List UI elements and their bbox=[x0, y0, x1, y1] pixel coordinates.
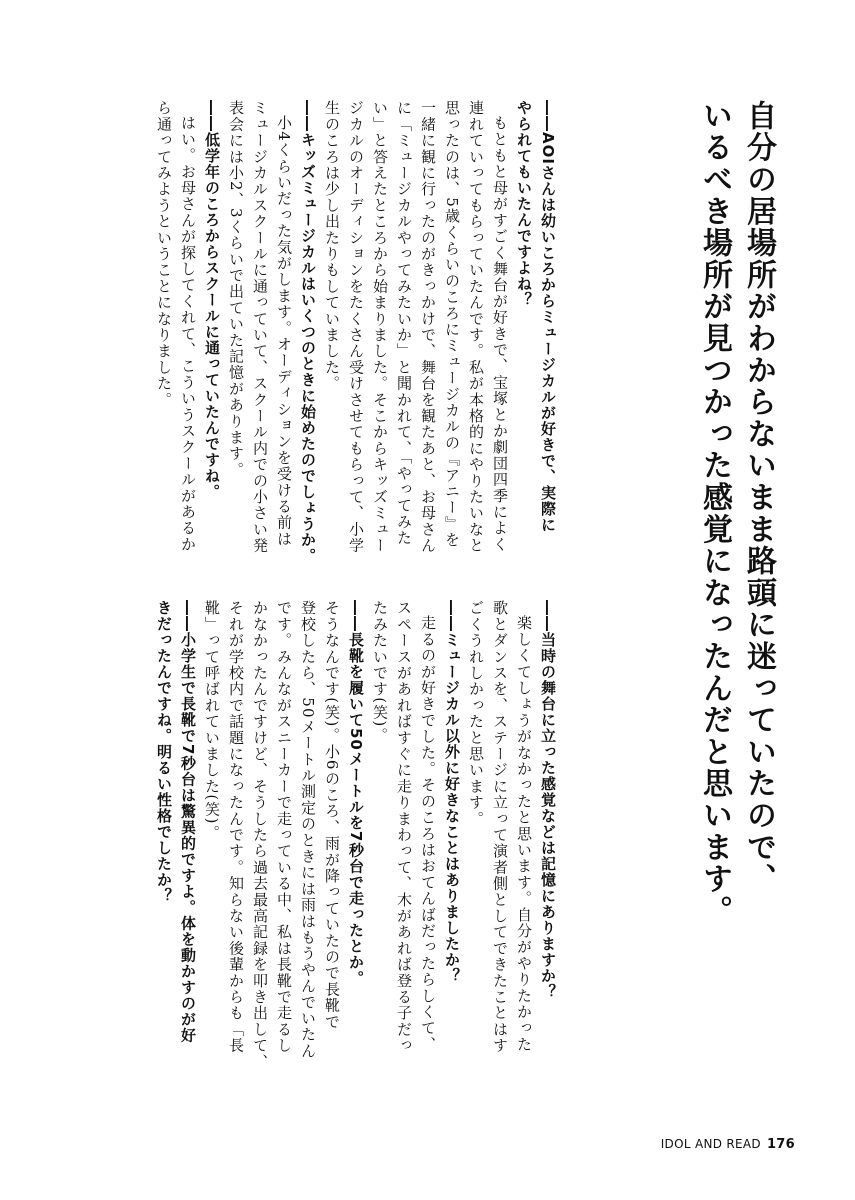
question-7-line-2: きだったんですね。明るい性格でしたか？ bbox=[155, 600, 173, 904]
answer-1-line-6: い」と答えたところから始まりました。そこからキッズミュー bbox=[371, 100, 389, 554]
answer-6-line-3: です。みんながスニーカーで走っている中、私は長靴で走るし bbox=[275, 600, 293, 1054]
headline bbox=[692, 100, 780, 927]
headline-line-2: いるべき場所が見つかった感覚になったんだと思います。 bbox=[697, 100, 732, 927]
question-2: ――キッズミュージカルはいくつのときに始めたのでしょうか。 bbox=[299, 100, 317, 564]
question-7-line-1: ――小学生で長靴で7秒台は驚異的ですよ。体を動かすのが好 bbox=[179, 600, 197, 1044]
question-1-line-2: やられてもいたんですよね？ bbox=[515, 100, 533, 308]
answer-5-line-2: スペースがあればすぐに走りまわって、木があれば登る子だっ bbox=[395, 600, 413, 1054]
answer-1-line-8: 生のころは少し出たりもしていました。 bbox=[323, 100, 341, 392]
answer-6-line-2: 登校したら、50メートル測定のときには雨はもうやんでいたん bbox=[299, 600, 317, 1059]
answer-1-line-1: もともと母がすごく舞台が好きで、宝塚とか劇団四季によく bbox=[491, 115, 509, 553]
answer-6-line-6: 靴」って呼ばれていました(笑)。 bbox=[203, 600, 221, 841]
answer-2-line-2: ミュージカルスクールに通っていて、スクール内での小さい発 bbox=[251, 100, 269, 554]
answer-5-line-1: 走るのが好きでした。そのころはおてんばだったらしくて、 bbox=[419, 615, 437, 1053]
upper-text-block bbox=[152, 100, 560, 564]
question-6: ――長靴を履いて50メートルを7秒台で走ったとか。 bbox=[347, 600, 365, 987]
answer-1-line-7: ジカルのオーディションをたくさん受けさせてもらって、小学 bbox=[347, 100, 365, 554]
page-footer bbox=[661, 1137, 795, 1152]
answer-6-line-1: そうなんです(笑)。小6のころ、雨が降っていたので長靴で bbox=[323, 600, 341, 1030]
answer-2-line-3: 表会には小2、3くらいで出ていた記憶があります。 bbox=[227, 100, 245, 478]
question-4: ――当時の舞台に立った感覚などは記憶にありますか？ bbox=[539, 600, 557, 1000]
answer-3-line-1: はい。お母さんが探してくれて、こういうスクールがあるか bbox=[179, 115, 197, 553]
page-number: 176 bbox=[766, 1137, 795, 1152]
headline-line-1: 自分の居場所がわからないまま路頭に迷っていたので、 bbox=[741, 100, 776, 895]
question-1-line-1: ――AOIさんは幼いころからミュージカルが好きで、実際に bbox=[539, 100, 557, 533]
answer-1-line-3: 思ったのは、5歳くらいのころにミュージカルの『アニー』を bbox=[443, 100, 461, 549]
question-3: ――低学年のころからスクールに通っていたんですね。 bbox=[203, 100, 221, 500]
answer-3-line-2: ら通ってみようということになりました。 bbox=[155, 100, 173, 408]
lower-text-block bbox=[152, 600, 560, 1070]
magazine-name: IDOL AND READ bbox=[660, 1137, 761, 1151]
question-5: ――ミュージカル以外に好きなことはありましたか？ bbox=[443, 600, 461, 984]
answer-2-line-1: 小4くらいだった気がします。オーディションを受ける前は bbox=[275, 115, 293, 547]
answer-1-line-5: に「ミュージカルやってみたいか」と聞かれて、「やってみた bbox=[395, 100, 413, 547]
answer-4-line-2: 歌とダンスを、ステージに立って演者側としてできたことはす bbox=[491, 600, 509, 1054]
answer-1-line-2: 連れていってもらっていたんです。私が本格的にやりたいなと bbox=[467, 100, 485, 554]
answer-4-line-1: 楽しくてしょうがなかったと思います。自分がやりたかった bbox=[515, 615, 533, 1053]
answer-6-line-4: かなかったんですけど、そうしたら過去最高記録を叩き出して、 bbox=[251, 600, 269, 1070]
answer-4-line-3: ごくうれしかったと思います。 bbox=[467, 600, 485, 827]
answer-5-line-3: たみたいです(笑)。 bbox=[371, 600, 389, 744]
answer-6-line-5: それが学校内で話題になったんです。知らない後輩からも「長 bbox=[227, 600, 245, 1054]
answer-1-line-4: 一緒に観に行ったのがきっかけで、舞台を観たあと、お母さん bbox=[419, 100, 437, 554]
